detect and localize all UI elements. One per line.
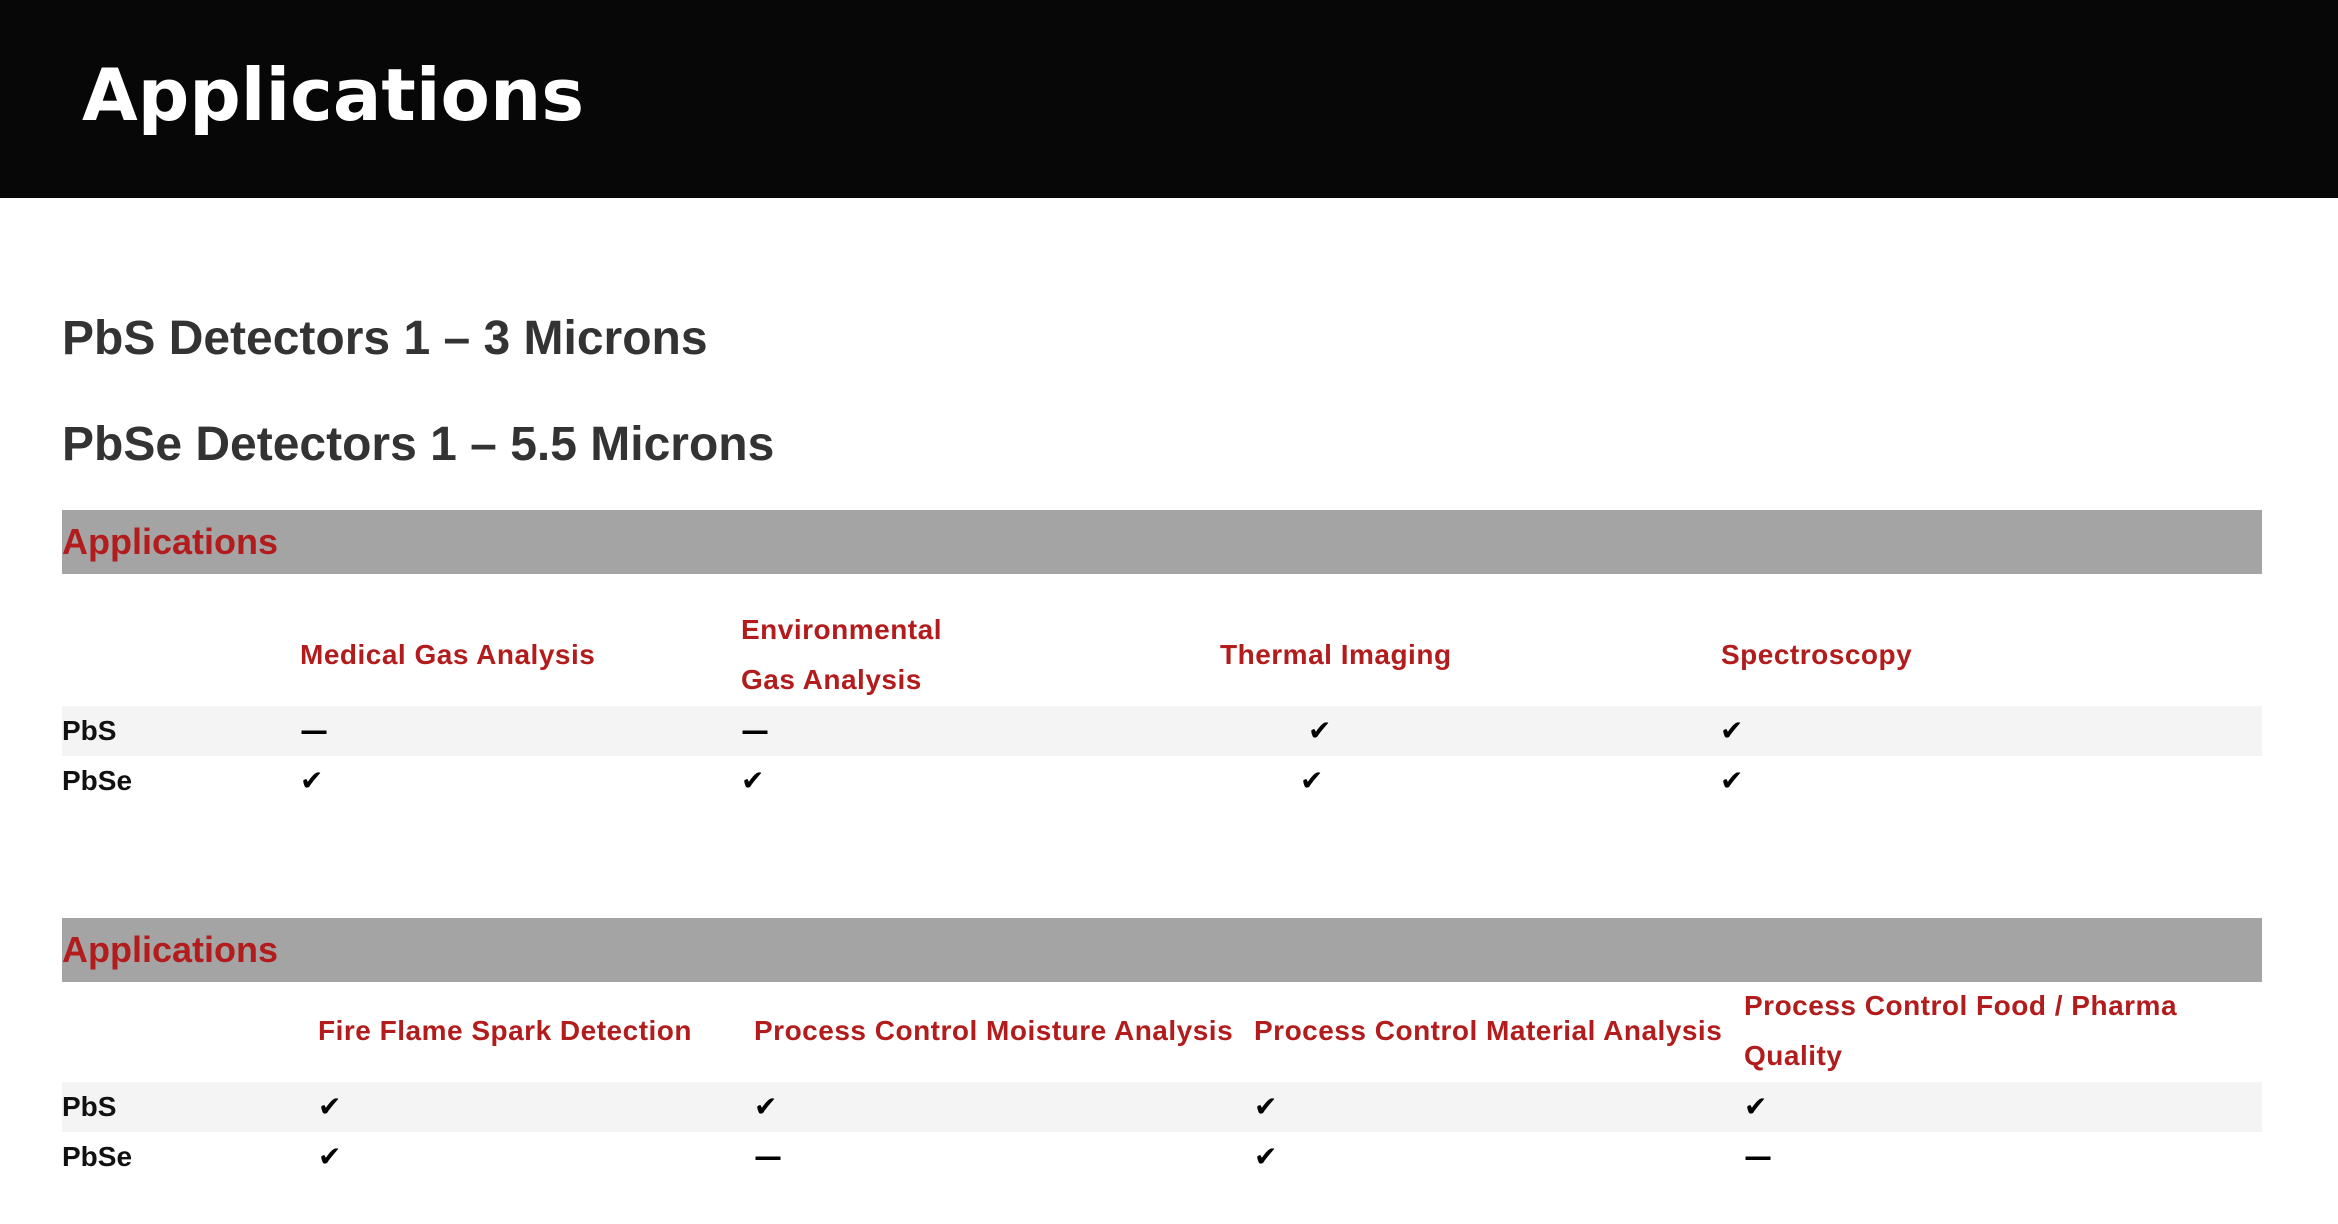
table-1-col-header-gas-analysis: Gas Analysis [741,664,922,695]
subtitle-pbs-range: PbS Detectors 1 – 3 Microns [62,312,708,365]
table-1-cell-pbs-environmental: — [741,714,769,747]
table-row [62,1082,2262,1132]
table-2-row-label-pbse: PbSe [62,1141,133,1172]
table-1-cell-pbse-spectroscopy: ✔ [1720,764,1744,797]
table-2-col-header-quality: Quality [1744,1040,1843,1071]
table-row [62,706,2262,756]
table-2-cell-pbs-fire: ✔ [318,1090,342,1123]
table-2-col-header-food-pharma: Process Control Food / Pharma [1744,990,2178,1021]
table-1-col-header-medical-gas: Medical Gas Analysis [300,639,596,670]
table-1-row-label-pbs: PbS [62,715,117,746]
table-1-title: Applications [62,521,279,562]
table-2-cell-pbs-material: ✔ [1254,1090,1278,1123]
table-2-cell-pbse-fire: ✔ [318,1140,342,1173]
table-1-col-header-environmental: Environmental [741,614,942,645]
table-1-cell-pbs-spectroscopy: ✔ [1720,714,1744,747]
header-bar [0,0,2338,198]
table-1-col-header-thermal-imaging: Thermal Imaging [1220,639,1452,670]
table-1-cell-pbse-environmental: ✔ [741,764,765,797]
table-2-title: Applications [62,929,279,970]
table-2-col-header-moisture: Process Control Moisture Analysis [754,1015,1234,1046]
table-1-cell-pbs-thermal: ✔ [1308,714,1332,747]
table-2-cell-pbse-moisture: — [754,1140,782,1173]
table-2-title-bar [62,918,2262,982]
subtitle-pbse-range: PbSe Detectors 1 – 5.5 Microns [62,418,775,471]
table-2-cell-pbse-material: ✔ [1254,1140,1278,1173]
table-2-col-header-fire-flame: Fire Flame Spark Detection [318,1015,693,1046]
table-1-row-label-pbse: PbSe [62,765,133,796]
table-1-cell-pbse-medical: ✔ [300,764,324,797]
table-1-title-bar [62,510,2262,574]
table-2-cell-pbs-moisture: ✔ [754,1090,778,1123]
table-2-col-header-material: Process Control Material Analysis [1254,1015,1723,1046]
table-2-cell-pbse-food-pharma: — [1744,1140,1772,1173]
page-title: Applications [82,53,585,137]
table-2-cell-pbs-food-pharma: ✔ [1744,1090,1768,1123]
table-1-cell-pbs-medical: — [300,714,328,747]
table-2-row-label-pbs: PbS [62,1091,117,1122]
table-1-cell-pbse-thermal: ✔ [1300,764,1324,797]
table-1-col-header-spectroscopy: Spectroscopy [1721,639,1913,670]
